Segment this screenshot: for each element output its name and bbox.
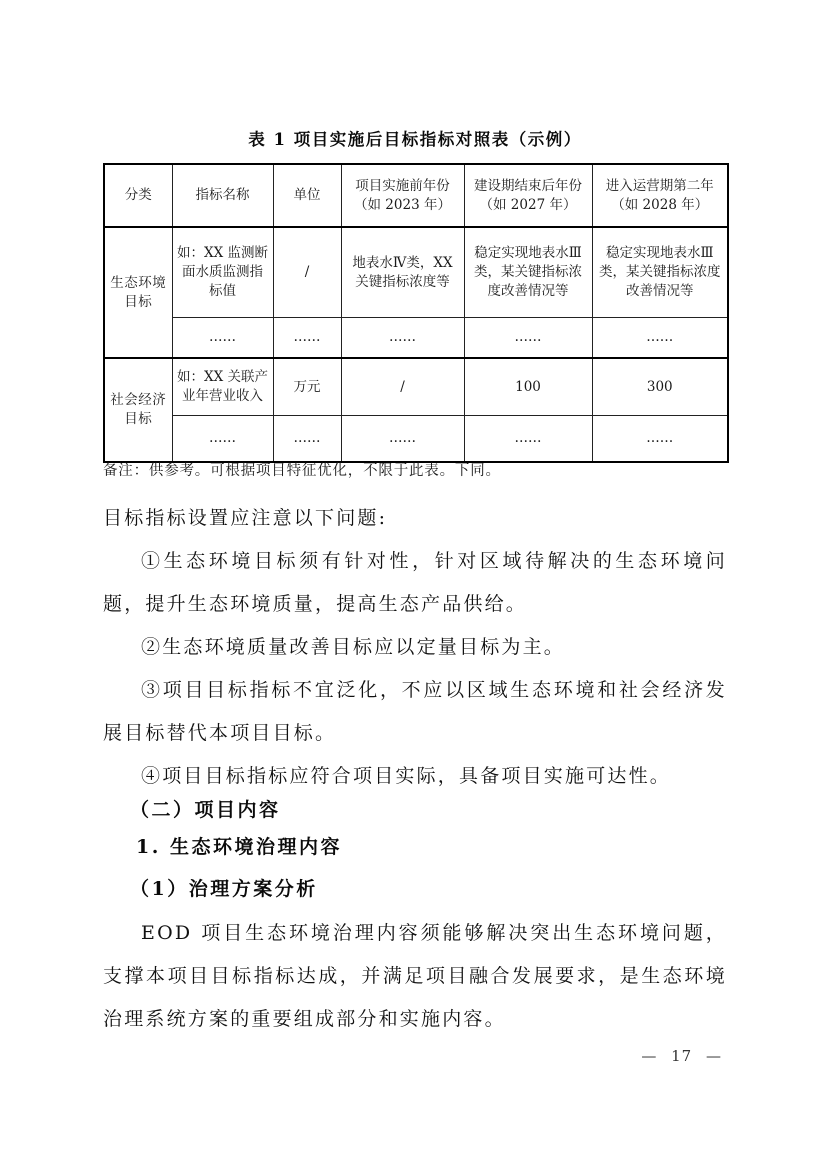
table-cell: …… <box>341 318 464 359</box>
table-cell: / <box>341 358 464 416</box>
item-heading-treatment-plan: （1）治理方案分析 <box>130 878 318 900</box>
table-cell: 如：XX 监测断面水质监测指标值 <box>172 227 273 318</box>
table-cell: …… <box>592 416 728 463</box>
subsection-heading-eco-treatment: 1. 生态环境治理内容 <box>136 836 342 858</box>
table-cell: 稳定实现地表水Ⅲ类，某关键指标浓度改善情况等 <box>464 227 592 318</box>
section-heading-project-content: （二）项目内容 <box>130 799 281 821</box>
table-cell: 万元 <box>273 358 341 416</box>
body-paragraph-point3: ③项目目标指标不宜泛化，不应以区域生态环境和社会经济发展目标替代本项目目标。 <box>103 679 727 744</box>
table-row <box>104 358 728 416</box>
header-cell-unit: 单位 <box>273 164 341 227</box>
table-row <box>104 416 728 463</box>
table-cell: …… <box>273 416 341 463</box>
table-cell: …… <box>592 318 728 359</box>
table-cell: …… <box>464 318 592 359</box>
header-cell-category: 分类 <box>104 164 172 227</box>
table-cell: 稳定实现地表水Ⅲ类，某关键指标浓度改善情况等 <box>592 227 728 318</box>
table-cell: 如：XX 关联产业年营业收入 <box>172 358 273 416</box>
table-header-row <box>104 164 728 227</box>
body-paragraph-intro: 目标指标设置应注意以下问题: <box>103 507 388 529</box>
table-cell: 100 <box>464 358 592 416</box>
table-cell: …… <box>172 416 273 463</box>
header-cell-indicator: 指标名称 <box>172 164 273 227</box>
header-cell-before: 项目实施前年份 （如 2023 年） <box>341 164 464 227</box>
table-row <box>104 227 728 318</box>
indicator-table <box>103 163 729 463</box>
table-note: 备注：供参考。可根据项目特征优化，不限于此表。下同。 <box>103 463 501 479</box>
table-cell: / <box>273 227 341 318</box>
header-cell-operation-year2: 进入运营期第二年 （如 2028 年） <box>592 164 728 227</box>
page-number: — 17 — <box>641 1047 722 1065</box>
table-cell: …… <box>172 318 273 359</box>
body-paragraph-point2: ②生态环境质量改善目标应以定量目标为主。 <box>141 636 566 658</box>
indicator-table-container <box>103 163 729 463</box>
table-cell: …… <box>273 318 341 359</box>
table-row <box>104 318 728 359</box>
category-cell-eco: 生态环境目标 <box>104 227 172 358</box>
table-cell: …… <box>341 416 464 463</box>
body-paragraph-point4: ④项目目标指标应符合项目实际，具备项目实施可达性。 <box>141 765 672 787</box>
body-paragraph-point1: ①生态环境目标须有针对性，针对区域待解决的生态环境问题，提升生态环境质量，提高生态产品供给。 <box>103 550 727 615</box>
category-cell-socioeconomic: 社会经济目标 <box>104 358 172 462</box>
header-cell-after-construction: 建设期结束后年份 （如 2027 年） <box>464 164 592 227</box>
body-paragraph-eod: EOD 项目生态环境治理内容须能够解决突出生态环境问题，支撑本项目目标指标达成，并满足项目融合发展要求，是生态环境治理系统方案的重要组成部分和实施内容。 <box>103 922 727 1030</box>
table-cell: 地表水Ⅳ类，XX 关键指标浓度等 <box>341 227 464 318</box>
table-cell: 300 <box>592 358 728 416</box>
table-cell: …… <box>464 416 592 463</box>
table-title: 表 1 项目实施后目标指标对照表（示例） <box>248 130 582 149</box>
